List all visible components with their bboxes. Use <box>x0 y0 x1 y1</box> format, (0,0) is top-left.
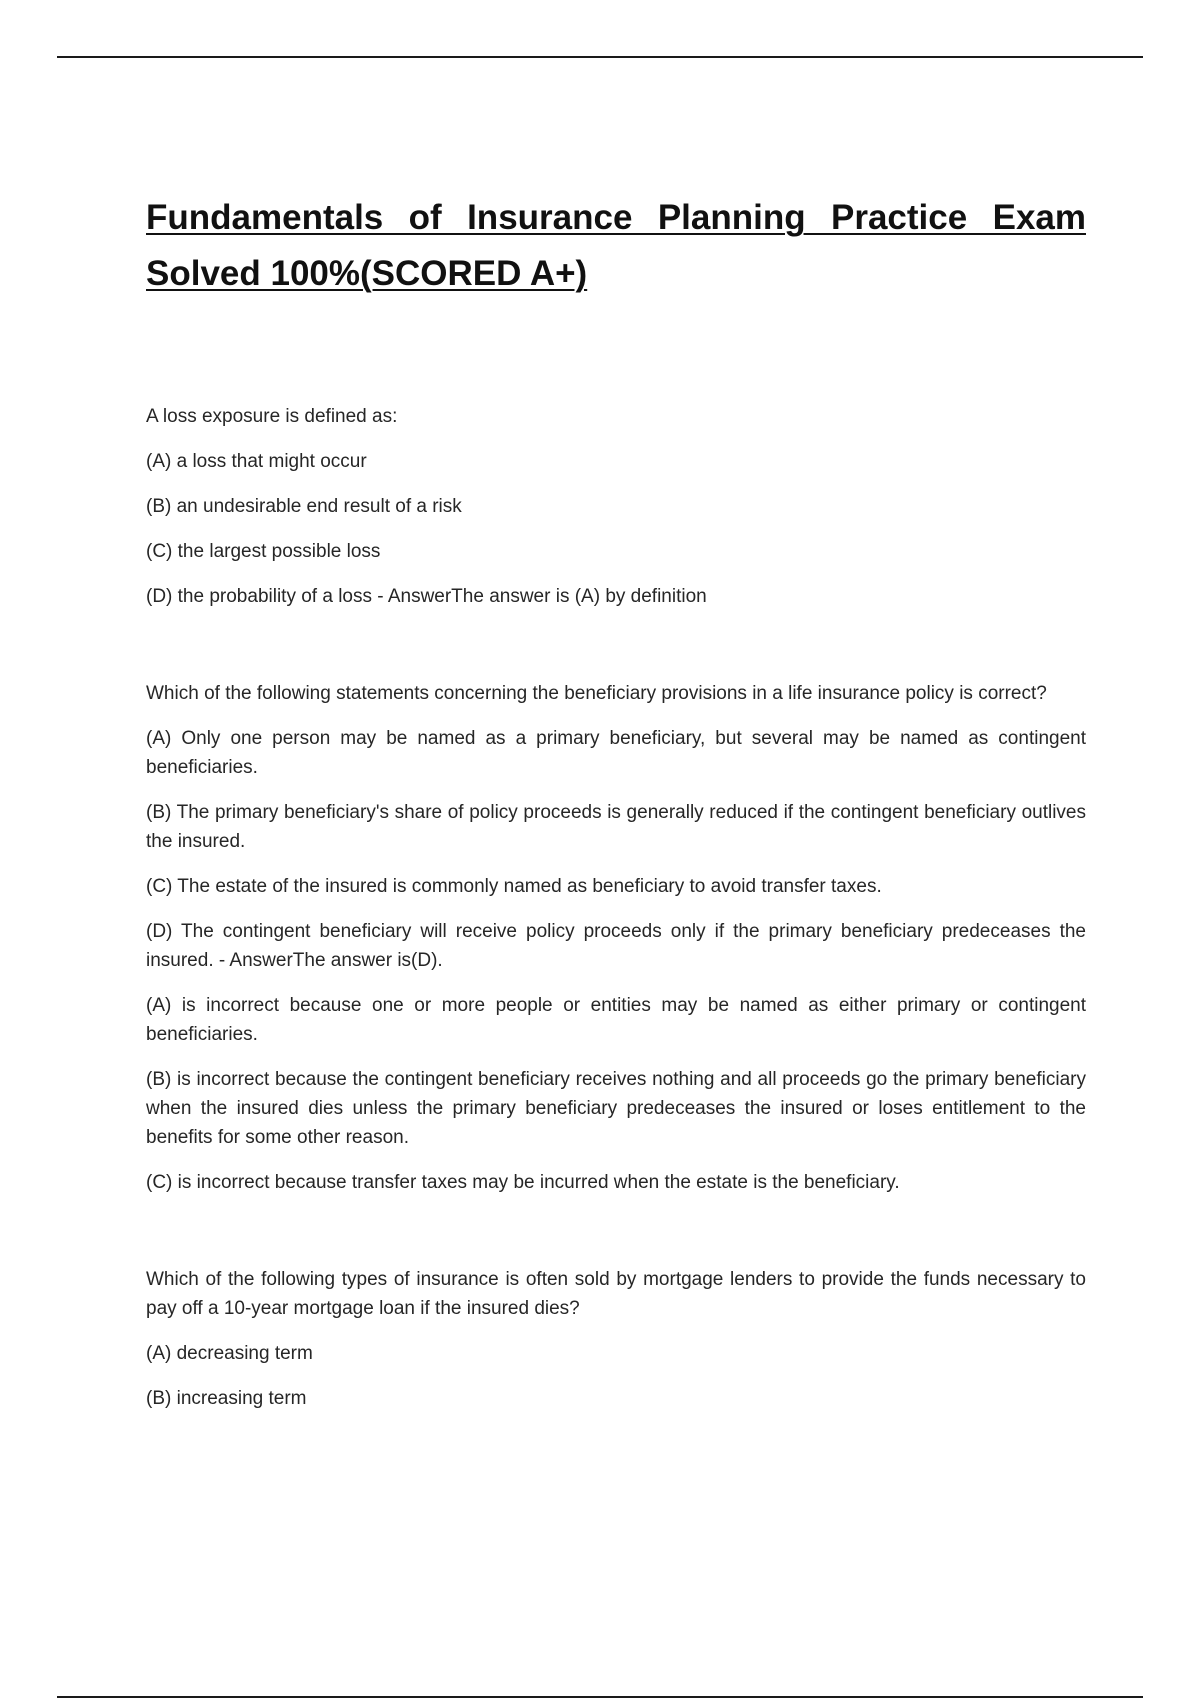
answer-option-with-answer: (D) The contingent beneficiary will receive policy proceeds only if the primary beneficiary predeceases the insured. - AnswerThe answer is(D). <box>146 921 1086 971</box>
answer-option: (A) a loss that might occur <box>146 451 367 472</box>
header-rule <box>57 56 1143 58</box>
answer-option: (B) an undesirable end result of a risk <box>146 496 462 517</box>
answer-option: (C) the largest possible loss <box>146 541 381 562</box>
answer-option-with-answer: (D) the probability of a loss - AnswerThe answer is (A) by definition <box>146 586 707 607</box>
document-title <box>146 190 1086 302</box>
answer-explanation: (B) is incorrect because the contingent beneficiary receives nothing and all proceeds go the primary beneficiary when the insured dies unless the primary beneficiary predeceases the insured or loses entitlement to the benefits for some other reason. <box>146 1069 1086 1148</box>
answer-option: (B) The primary beneficiary's share of policy proceeds is generally reduced if the contingent beneficiary outlives the insured. <box>146 802 1086 852</box>
answer-option: (C) The estate of the insured is commonly named as beneficiary to avoid transfer taxes. <box>146 876 882 897</box>
question-block-1 <box>146 402 1086 611</box>
question-text: A loss exposure is defined as: <box>146 406 398 427</box>
question-text: Which of the following statements concerning the beneficiary provisions in a life insurance policy is correct? <box>146 683 1047 704</box>
answer-explanation: (C) is incorrect because transfer taxes may be incurred when the estate is the beneficiary. <box>146 1172 900 1193</box>
title-line-1: Fundamentals of Insurance Planning Practice Exam <box>146 198 1086 237</box>
question-text: Which of the following types of insurance is often sold by mortgage lenders to provide the funds necessary to pay off a 10-year mortgage loan if the insured dies? <box>146 1269 1086 1319</box>
answer-explanation: (A) is incorrect because one or more people or entities may be named as either primary or contingent beneficiaries. <box>146 995 1086 1045</box>
question-block-3 <box>146 1265 1086 1413</box>
answer-option: (A) decreasing term <box>146 1343 313 1364</box>
question-block-2 <box>146 679 1086 1197</box>
answer-option: (A) Only one person may be named as a primary beneficiary, but several may be named as contingent beneficiaries. <box>146 728 1086 778</box>
footer-rule <box>57 1696 1143 1698</box>
document-body <box>146 190 1086 1413</box>
answer-option: (B) increasing term <box>146 1388 307 1409</box>
title-line-2: Solved 100%(SCORED A+) <box>146 254 588 293</box>
